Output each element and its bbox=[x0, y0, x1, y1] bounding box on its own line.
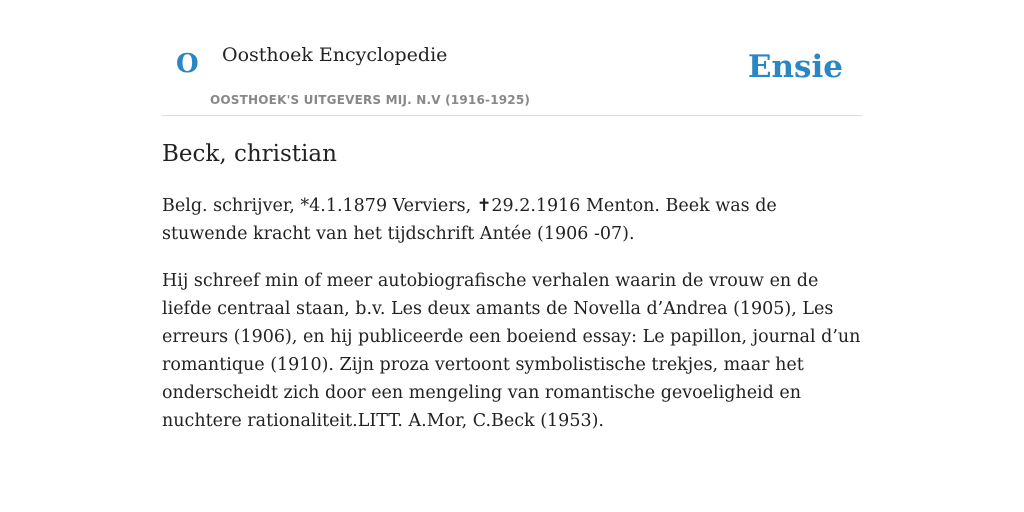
entry-paragraph-2: Hij schreef min of meer autobiografische verhalen waarin de vrouw en de liefde centraal staan, b.v. Les deux amants de Novella d’Andrea (1905), Les erreurs (1906), en hij publiceerde een boeiend essay: Le papillon, journal d’un romantique (1910). Zijn proza vertoont symbolistische trekjes, maar het onderscheidt zich door een mengeling van romantische gevoeligheid en nuchtere rationaliteit.LITT. A.Mor, C.Beck (1953). bbox=[162, 270, 861, 431]
encyclopedia-header bbox=[162, 0, 862, 116]
entry-title: Beck, christian bbox=[162, 141, 337, 167]
publisher-subtitle: OOSTHOEK'S UITGEVERS MIJ. N.V (1916-1925) bbox=[210, 93, 531, 107]
entry-body bbox=[162, 192, 862, 435]
encyclopedia-title[interactable]: Oosthoek Encyclopedie bbox=[222, 44, 448, 66]
entry-paragraph-1: Belg. schrijver, *4.1.1879 Verviers, ✝29.2.1916 Menton. Beek was de stuwende kracht van het tijdschrift Antée (1906 -07). bbox=[162, 195, 777, 244]
page-container bbox=[162, 0, 862, 435]
ensie-home-link[interactable]: Ensie bbox=[747, 49, 843, 85]
encyclopedia-logo-link[interactable]: O bbox=[176, 49, 199, 79]
